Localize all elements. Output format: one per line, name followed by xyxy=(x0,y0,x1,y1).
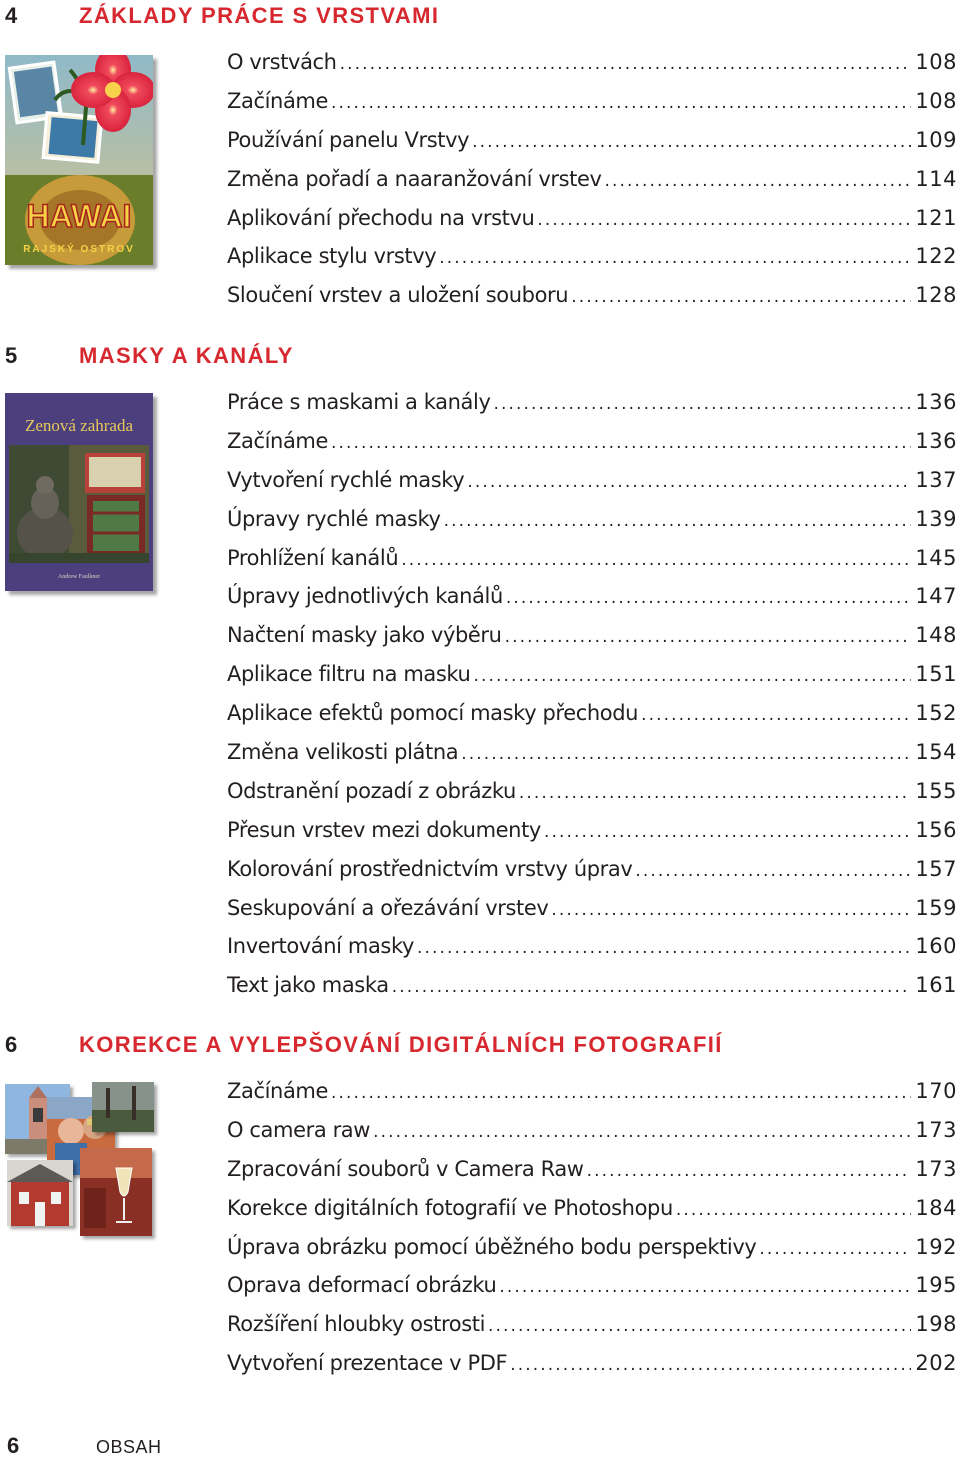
toc-entry[interactable] xyxy=(227,733,957,772)
toc-entry[interactable] xyxy=(227,966,957,1005)
toc-entry[interactable] xyxy=(227,616,957,655)
toc-leader xyxy=(537,201,911,238)
toc-page-number: 147 xyxy=(915,584,957,609)
toc-leader xyxy=(635,852,911,889)
zen-cover-author: Andrew Faulkner xyxy=(57,574,101,580)
toc-entry-title: Přesun vrstev mezi dokumenty xyxy=(227,817,541,842)
toc-entry-title: Používání panelu Vrstvy xyxy=(227,127,470,152)
toc-page-number: 108 xyxy=(915,88,957,113)
toc-page-number: 192 xyxy=(915,1234,957,1259)
toc-page-number: 137 xyxy=(915,467,957,492)
toc-leader xyxy=(439,239,911,276)
toc-entry[interactable] xyxy=(227,889,957,928)
toc-entry-title: Načtení masky jako výběru xyxy=(227,623,502,648)
toc-page-number: 136 xyxy=(915,390,957,414)
toc-entry-title: Úpravy rychlé masky xyxy=(227,506,441,531)
toc-entry[interactable] xyxy=(227,422,957,461)
toc-entry-title: Zpracování souborů v Camera Raw xyxy=(227,1156,584,1181)
toc-entry[interactable] xyxy=(227,237,957,276)
toc-page-number: 160 xyxy=(915,934,957,959)
toc-leader xyxy=(505,618,912,655)
toc-entry-title: Vytvoření prezentace v PDF xyxy=(227,1351,508,1376)
toc-leader xyxy=(510,1346,911,1383)
chapter-4-toc xyxy=(227,43,957,315)
toc-page-number: 161 xyxy=(915,973,957,998)
toc-entry-title: Oprava deformací obrázku xyxy=(227,1273,497,1298)
toc-leader xyxy=(499,1268,911,1305)
toc-entry-title: Začínáme xyxy=(227,88,328,113)
toc-page-number: 155 xyxy=(915,778,957,803)
toc-page-number: 198 xyxy=(915,1312,957,1337)
toc-page-number: 122 xyxy=(915,244,957,269)
toc-entry[interactable] xyxy=(227,1111,957,1150)
toc-page-number: 121 xyxy=(915,205,957,230)
toc-entry-title: Práce s maskami a kanály xyxy=(227,390,491,414)
collage-photo-house xyxy=(7,1160,73,1226)
toc-leader xyxy=(461,735,911,772)
toc-entry[interactable] xyxy=(227,160,957,199)
toc-entry-title: Rozšíření hloubky ostrosti xyxy=(227,1312,486,1337)
toc-leader xyxy=(373,1113,911,1150)
toc-entry[interactable] xyxy=(227,43,957,82)
toc-entry[interactable] xyxy=(227,82,957,121)
toc-page-number: 154 xyxy=(915,740,957,765)
toc-leader xyxy=(605,162,912,199)
toc-entry-title: Začínáme xyxy=(227,1079,328,1103)
hawai-cover-title: HAWAI xyxy=(26,198,132,234)
toc-leader xyxy=(331,1074,911,1111)
toc-entry[interactable] xyxy=(227,1189,957,1228)
toc-entry-title: Korekce digitálních fotografií ve Photoshopu xyxy=(227,1195,673,1220)
chapter-title: MASKY A KANÁLY xyxy=(79,343,294,368)
toc-entry[interactable] xyxy=(227,811,957,850)
toc-leader xyxy=(759,1230,911,1267)
toc-page-number: 108 xyxy=(915,50,957,74)
toc-entry-title: O camera raw xyxy=(227,1117,371,1142)
toc-entry[interactable] xyxy=(227,1150,957,1189)
zen-cover-title: Zenová zahrada xyxy=(24,416,134,435)
toc-leader xyxy=(641,696,911,733)
toc-page-number: 202 xyxy=(915,1351,957,1376)
toc-page-number: 136 xyxy=(915,428,957,453)
toc-page-number: 159 xyxy=(915,895,957,920)
toc-leader xyxy=(401,541,911,578)
toc-entry-title: Aplikace efektů pomocí masky přechodu xyxy=(227,701,639,726)
toc-page-number: 170 xyxy=(915,1079,957,1103)
toc-leader xyxy=(392,968,912,1005)
toc-page-number: 173 xyxy=(915,1156,957,1181)
chapter-6-heading xyxy=(0,1030,960,1060)
toc-page-number: 139 xyxy=(915,506,957,531)
toc-leader xyxy=(488,1307,911,1344)
toc-entry[interactable] xyxy=(227,1266,957,1305)
toc-entry-title: Kolorování prostřednictvím vrstvy úprav xyxy=(227,856,633,881)
toc-page-number: 195 xyxy=(915,1273,957,1298)
toc-entry[interactable] xyxy=(227,199,957,238)
toc-entry-title: Vytvoření rychlé masky xyxy=(227,467,465,492)
toc-entry-title: Seskupování a ořezávání vrstev xyxy=(227,895,549,920)
toc-entry-title: Prohlížení kanálů xyxy=(227,545,399,570)
toc-entry[interactable] xyxy=(227,500,957,539)
toc-leader xyxy=(587,1152,912,1189)
footer-page-number: 6 xyxy=(7,1433,20,1458)
toc-page-number: 151 xyxy=(915,662,957,687)
toc-entry-title: Text jako maska xyxy=(227,973,389,998)
toc-leader xyxy=(473,657,911,694)
toc-entry-title: Invertování masky xyxy=(227,934,414,959)
chapter-title: KOREKCE A VYLEPŠOVÁNÍ DIGITÁLNÍCH FOTOGRAFIÍ xyxy=(79,1032,723,1057)
footer-section-label: OBSAH xyxy=(96,1437,162,1457)
toc-page-number: 128 xyxy=(915,283,957,308)
collage-photo-landscape xyxy=(92,1082,154,1132)
toc-page-number: 145 xyxy=(915,545,957,570)
toc-entry[interactable] xyxy=(227,1072,957,1111)
chapter-number: 4 xyxy=(5,3,18,28)
toc-entry[interactable] xyxy=(227,276,957,315)
toc-page-number: 109 xyxy=(915,127,957,152)
hawai-cover-subtitle: RAJSKÝ OSTROV xyxy=(23,244,135,255)
toc-entry[interactable] xyxy=(227,539,957,578)
toc-entry[interactable] xyxy=(227,694,957,733)
toc-entry[interactable] xyxy=(227,850,957,889)
chapter-title: ZÁKLADY PRÁCE S VRSTVAMI xyxy=(79,3,440,28)
zen-cover-art xyxy=(5,393,153,591)
toc-entry[interactable] xyxy=(227,655,957,694)
toc-entry[interactable] xyxy=(227,383,957,422)
toc-page-number: 114 xyxy=(915,166,957,191)
toc-leader xyxy=(676,1191,912,1228)
toc-entry-title: Aplikace stylu vrstvy xyxy=(227,244,437,269)
toc-entry-title: Aplikace filtru na masku xyxy=(227,662,471,687)
toc-page-number: 184 xyxy=(915,1195,957,1220)
toc-leader xyxy=(494,385,912,422)
toc-entry-title: Úpravy jednotlivých kanálů xyxy=(227,584,503,609)
toc-entry-title: Odstranění pozadí z obrázku xyxy=(227,778,516,803)
toc-page-number: 173 xyxy=(915,1117,957,1142)
toc-entry[interactable] xyxy=(227,772,957,811)
chapter-number: 6 xyxy=(5,1032,18,1057)
toc-leader xyxy=(467,463,911,500)
toc-leader xyxy=(544,813,911,850)
toc-entry-title: Sloučení vrstev a uložení souboru xyxy=(227,283,569,308)
toc-entry-title: Úprava obrázku pomocí úběžného bodu perspektivy xyxy=(227,1234,757,1259)
toc-entry[interactable] xyxy=(227,461,957,500)
toc-entry-title: Změna pořadí a naaranžování vrstev xyxy=(227,166,602,191)
toc-leader xyxy=(331,84,911,121)
chapter-4-heading xyxy=(0,1,960,31)
zen-garden-book-cover xyxy=(5,393,153,591)
toc-leader xyxy=(340,45,912,82)
toc-leader xyxy=(444,502,912,539)
toc-page-number: 152 xyxy=(915,701,957,726)
toc-entry[interactable] xyxy=(227,1228,957,1267)
toc-entry[interactable] xyxy=(227,577,957,616)
chapter-6-toc xyxy=(227,1072,957,1383)
hawai-cover-art xyxy=(5,55,153,265)
toc-entry-title: Začínáme xyxy=(227,428,328,453)
chapter-5-heading xyxy=(0,341,960,371)
toc-leader xyxy=(571,278,911,315)
toc-leader xyxy=(506,579,912,616)
toc-entry-title: Aplikování přechodu na vrstvu xyxy=(227,205,535,230)
toc-leader xyxy=(551,891,911,928)
toc-leader xyxy=(472,123,911,160)
toc-page-number: 156 xyxy=(915,817,957,842)
chapter-number: 5 xyxy=(5,343,18,368)
toc-entry[interactable] xyxy=(227,1344,957,1383)
toc-leader xyxy=(331,424,911,461)
chapter-5-toc xyxy=(227,383,957,1005)
toc-entry[interactable] xyxy=(227,927,957,966)
toc-entry-title: Změna velikosti plátna xyxy=(227,740,459,765)
hawai-book-cover xyxy=(5,55,153,265)
toc-page-number: 148 xyxy=(915,623,957,648)
toc-entry[interactable] xyxy=(227,121,957,160)
toc-entry[interactable] xyxy=(227,1305,957,1344)
collage-photo-wine xyxy=(80,1148,152,1236)
toc-leader xyxy=(417,929,911,966)
toc-leader xyxy=(519,774,911,811)
toc-entry-title: O vrstvách xyxy=(227,50,337,74)
toc-page-number: 157 xyxy=(915,856,957,881)
